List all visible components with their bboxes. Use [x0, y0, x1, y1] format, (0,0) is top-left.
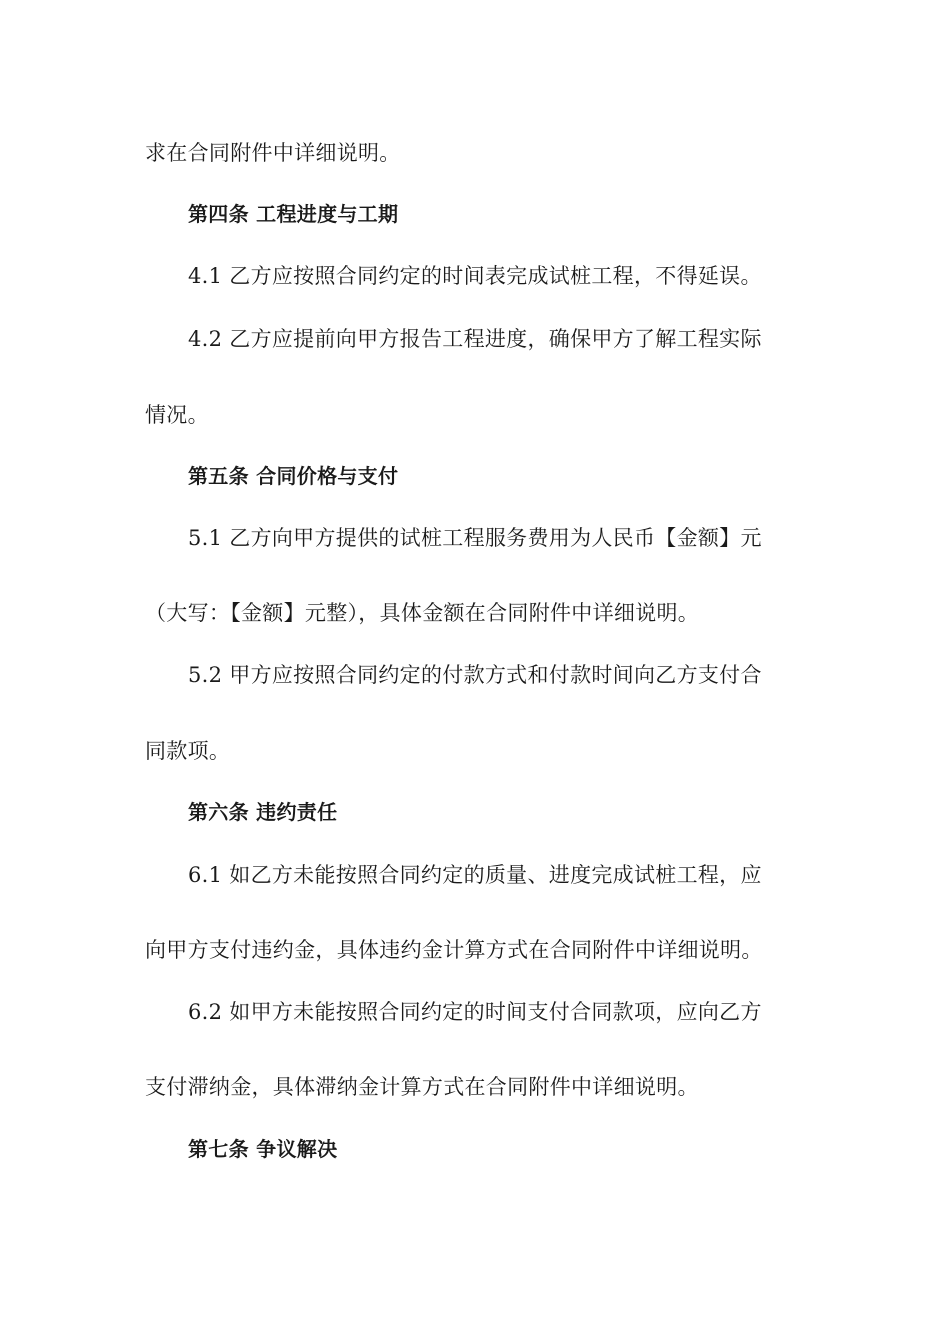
clause-5-2: 5.2 甲方应按照合同约定的付款方式和付款时间向乙方支付合 — [188, 663, 762, 687]
clause-6-2: 6.2 如甲方未能按照合同约定的时间支付合同款项，应向乙方 — [188, 1000, 762, 1024]
clause-5-1-continued: （大写：【金额】元整），具体金额在合同附件中详细说明。 — [145, 601, 700, 625]
section-heading-4: 第四条 工程进度与工期 — [188, 202, 399, 226]
clause-4-2: 4.2 乙方应提前向甲方报告工程进度，确保甲方了解工程实际 — [188, 327, 762, 351]
clause-4-2-continued: 情况。 — [145, 403, 209, 427]
clause-6-1-continued: 向甲方支付违约金，具体违约金计算方式在合同附件中详细说明。 — [145, 938, 763, 962]
section-heading-5: 第五条 合同价格与支付 — [188, 464, 399, 488]
clause-5-1: 5.1 乙方向甲方提供的试桩工程服务费用为人民币【金额】元 — [188, 526, 762, 550]
clause-5-2-continued: 同款项。 — [145, 739, 231, 763]
section-heading-7: 第七条 争议解决 — [188, 1137, 338, 1161]
clause-4-1: 4.1 乙方应按照合同约定的时间表完成试桩工程，不得延误。 — [188, 264, 762, 288]
paragraph-line: 求在合同附件中详细说明。 — [145, 141, 401, 165]
clause-6-2-continued: 支付滞纳金，具体滞纳金计算方式在合同附件中详细说明。 — [145, 1075, 699, 1099]
clause-6-1: 6.1 如乙方未能按照合同约定的质量、进度完成试桩工程，应 — [188, 863, 762, 887]
section-heading-6: 第六条 违约责任 — [188, 800, 338, 824]
